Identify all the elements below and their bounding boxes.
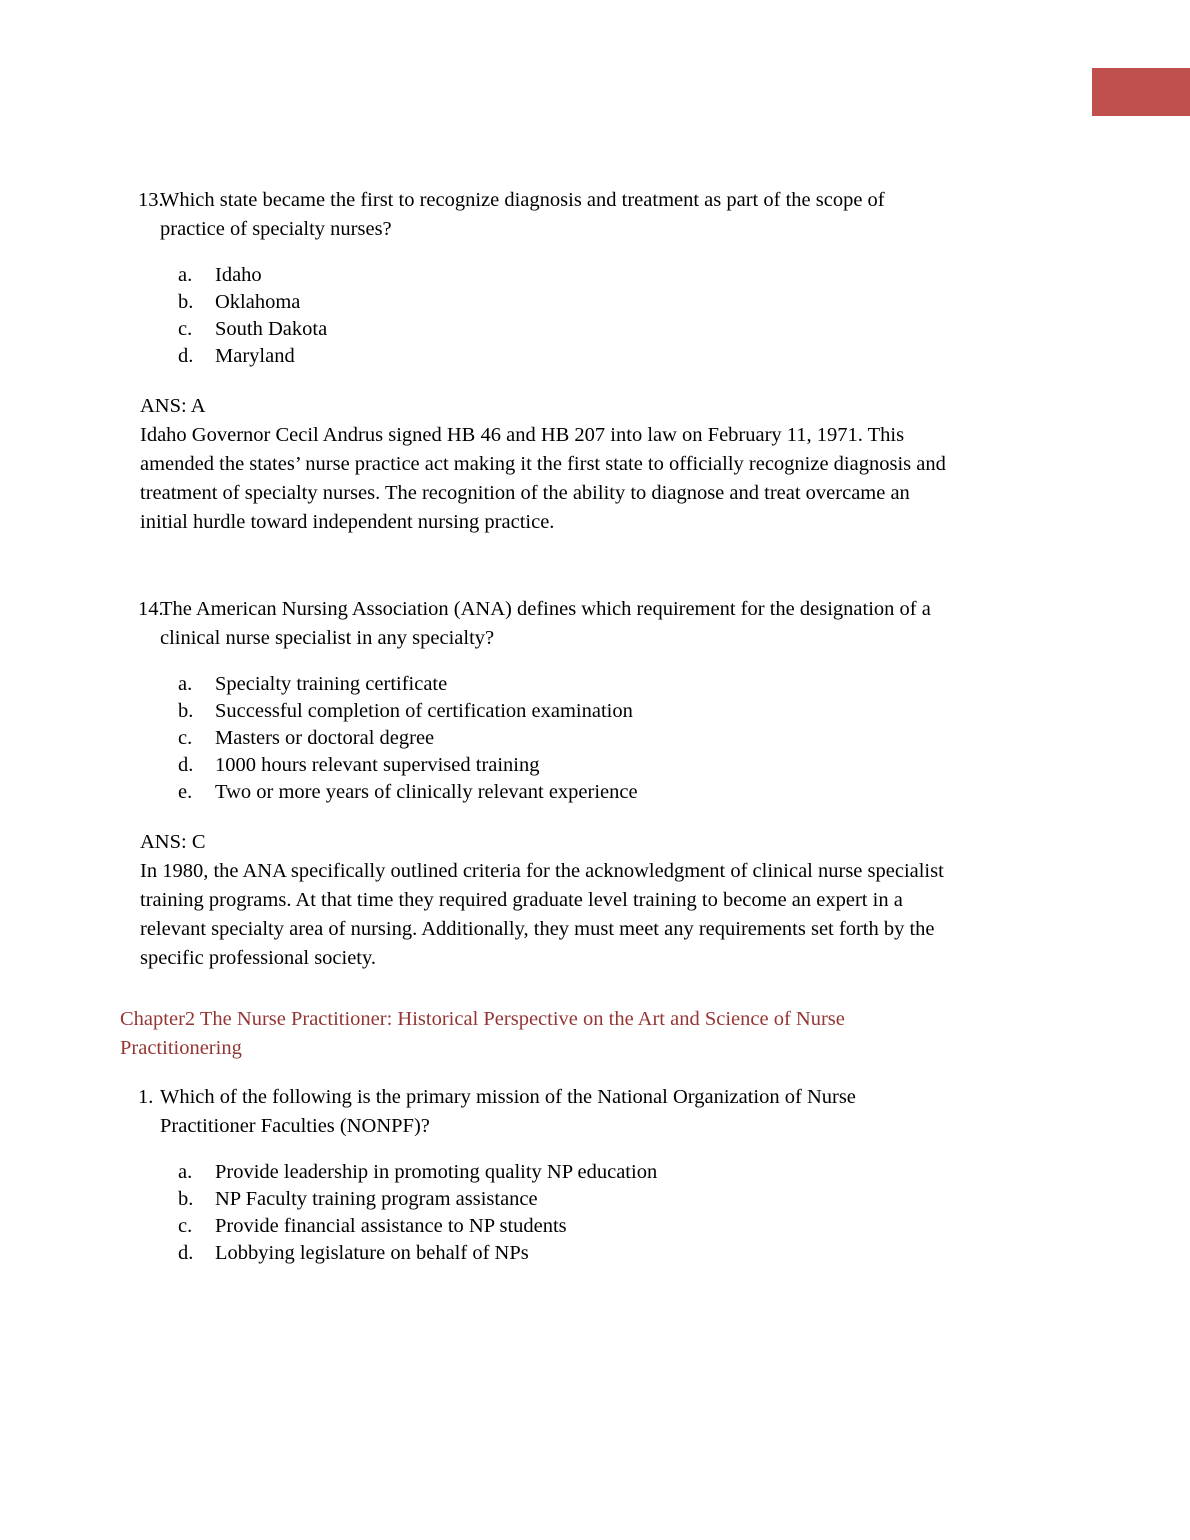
question-text: Which of the following is the primary mission of the National Organization of Nurse Practitioner Faculties (NONPF)? — [160, 1086, 856, 1137]
answer-label: ANS: C — [140, 831, 206, 853]
document-content — [120, 186, 950, 1267]
spacer — [120, 537, 950, 595]
option-text: 1000 hours relevant supervised training — [215, 754, 540, 776]
option-item[interactable] — [178, 752, 950, 779]
option-letter: a. — [178, 264, 193, 286]
option-item[interactable] — [178, 1159, 950, 1186]
option-text: Successful completion of certification examination — [215, 700, 633, 722]
question-block-ch2-1 — [120, 1083, 950, 1267]
option-item[interactable] — [178, 316, 950, 343]
question-row — [120, 186, 950, 244]
option-letter: e. — [178, 781, 193, 803]
option-item[interactable] — [178, 779, 950, 806]
question-row — [120, 595, 950, 653]
option-text: Provide leadership in promoting quality NP education — [215, 1161, 658, 1183]
answer-rationale: Idaho Governor Cecil Andrus signed HB 46 and HB 207 into law on February 11, 1971. This amended the states’ nurse practice act making it the first state to officially recognize diagnosis and treatment of specialty nurses. The recognition of the ability to diagnose and treat overcame an initial hurdle toward independent nursing practice. — [140, 424, 946, 533]
option-item[interactable] — [178, 698, 950, 725]
option-text: Masters or doctoral degree — [215, 727, 435, 749]
option-text: Maryland — [215, 345, 295, 367]
option-list — [178, 262, 950, 370]
option-letter: c. — [178, 318, 193, 340]
option-letter: d. — [178, 1242, 194, 1264]
option-item[interactable] — [178, 671, 950, 698]
spacer — [120, 1063, 950, 1083]
answer-block — [140, 392, 950, 537]
option-item[interactable] — [178, 1213, 950, 1240]
option-letter: b. — [178, 1188, 194, 1210]
answer-label: ANS: A — [140, 395, 206, 417]
option-text: South Dakota — [215, 318, 328, 340]
option-text: Two or more years of clinically relevant experience — [215, 781, 638, 803]
question-text: The American Nursing Association (ANA) defines which requirement for the designation of a clinical nurse specialist in any specialty? — [160, 598, 931, 649]
option-letter: b. — [178, 700, 194, 722]
option-letter: d. — [178, 754, 194, 776]
question-block-13 — [120, 186, 950, 537]
corner-color-mark — [1092, 68, 1190, 116]
option-letter: a. — [178, 673, 193, 695]
option-item[interactable] — [178, 343, 950, 370]
option-item[interactable] — [178, 1240, 950, 1267]
option-list — [178, 1159, 950, 1267]
option-text: NP Faculty training program assistance — [215, 1188, 538, 1210]
option-text: Specialty training certificate — [215, 673, 448, 695]
question-number: 13. — [138, 189, 164, 211]
question-number: 1. — [138, 1086, 154, 1108]
option-letter: c. — [178, 1215, 193, 1237]
option-item[interactable] — [178, 725, 950, 752]
option-text: Oklahoma — [215, 291, 301, 313]
option-letter: b. — [178, 291, 194, 313]
option-letter: c. — [178, 727, 193, 749]
option-text: Lobbying legislature on behalf of NPs — [215, 1242, 529, 1264]
question-block-14 — [120, 595, 950, 973]
option-letter: a. — [178, 1161, 193, 1183]
answer-rationale: In 1980, the ANA specifically outlined criteria for the acknowledgment of clinical nurse specialist training programs. At that time they required graduate level training to become an expert in a relevant specialty area of nursing. Additionally, they must meet any requirements set forth by the specific professional society. — [140, 860, 944, 969]
chapter-heading: Chapter2 The Nurse Practitioner: Historical Perspective on the Art and Science of Nurse Practitionering — [120, 1008, 845, 1059]
option-list — [178, 671, 950, 806]
option-text: Provide financial assistance to NP students — [215, 1215, 567, 1237]
answer-block — [140, 828, 950, 973]
option-item[interactable] — [178, 262, 950, 289]
question-text: Which state became the first to recognize diagnosis and treatment as part of the scope of practice of specialty nurses? — [160, 189, 885, 240]
option-item[interactable] — [178, 289, 950, 316]
question-row — [120, 1083, 950, 1141]
question-number: 14. — [138, 598, 164, 620]
option-text: Idaho — [215, 264, 262, 286]
option-letter: d. — [178, 345, 194, 367]
option-item[interactable] — [178, 1186, 950, 1213]
